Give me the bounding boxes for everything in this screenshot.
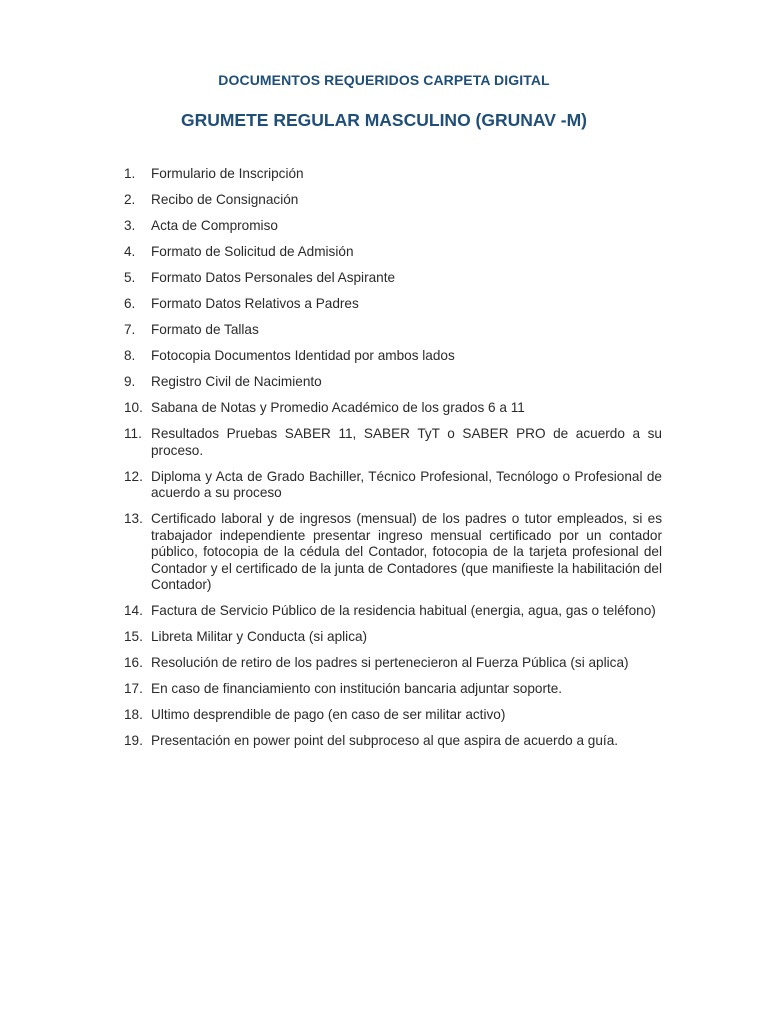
list-item <box>124 469 662 502</box>
item-number: 3. <box>124 218 136 233</box>
list-item <box>124 511 662 594</box>
item-text: Formato de Solicitud de Admisión <box>151 244 354 259</box>
item-text: Sabana de Notas y Promedio Académico de los grados 6 a 11 <box>151 400 525 415</box>
item-number: 6. <box>124 296 136 311</box>
item-text: Presentación en power point del subproceso al que aspira de acuerdo a guía. <box>151 733 619 748</box>
list-item <box>124 426 662 459</box>
item-number: 7. <box>124 322 136 337</box>
list-item <box>124 733 662 750</box>
list-item <box>124 166 662 183</box>
item-number: 1. <box>124 166 136 181</box>
item-number: 19. <box>124 733 143 748</box>
item-text: Libreta Militar y Conducta (si aplica) <box>151 629 368 644</box>
item-number: 11. <box>124 426 142 441</box>
list-item <box>124 629 662 646</box>
item-text: Formato Datos Personales del Aspirante <box>151 270 396 285</box>
item-text: Formato Datos Relativos a Padres <box>151 296 359 311</box>
list-item <box>124 374 662 391</box>
item-number: 15. <box>124 629 143 644</box>
list-item <box>124 603 662 620</box>
item-number: 16. <box>124 655 143 670</box>
requirements-list <box>124 166 662 759</box>
item-text: Recibo de Consignación <box>151 192 299 207</box>
item-text: Formato de Tallas <box>151 322 259 337</box>
list-item <box>124 655 662 672</box>
item-text: Ultimo desprendible de pago (en caso de ser militar activo) <box>151 707 506 722</box>
item-text: Registro Civil de Nacimiento <box>151 374 322 389</box>
item-number: 10. <box>124 400 143 415</box>
item-text: Certificado laboral y de ingresos (mensual) de los padres o tutor empleados, si es trabajador independiente presentar ingreso mensual certificado por un contador público, fotocopia de la cédula del Contador, fotocopia de la tarjeta profesional del Contador y el certificado de la junta de Contadores (que manifieste la habilitación del Contador) <box>151 511 662 592</box>
list-item <box>124 707 662 724</box>
list-item <box>124 192 662 209</box>
list-item <box>124 322 662 339</box>
list-item <box>124 270 662 287</box>
item-number: 12. <box>124 468 143 484</box>
list-item <box>124 348 662 365</box>
document-subtitle: GRUMETE REGULAR MASCULINO (GRUNAV -M) <box>180 110 588 130</box>
list-item <box>124 218 662 235</box>
item-number: 13. <box>124 511 143 526</box>
item-text: Fotocopia Documentos Identidad por ambos lados <box>151 348 455 363</box>
document-title: DOCUMENTOS REQUERIDOS CARPETA DIGITAL <box>218 72 550 88</box>
item-number: 5. <box>124 270 136 285</box>
item-number: 4. <box>124 244 136 259</box>
item-text: Acta de Compromiso <box>151 218 278 233</box>
item-text: Formulario de Inscripción <box>151 166 304 181</box>
list-item <box>124 681 662 698</box>
list-item <box>124 296 662 313</box>
item-number: 9. <box>124 374 136 389</box>
item-number: 2. <box>124 192 136 207</box>
list-item <box>124 400 662 417</box>
item-text: Resultados Pruebas SABER 11, SABER TyT o SABER PRO de acuerdo a su proceso. <box>151 426 662 458</box>
item-number: 14. <box>124 603 143 618</box>
list-item <box>124 244 662 261</box>
item-number: 8. <box>124 348 136 363</box>
item-text: Resolución de retiro de los padres si pertenecieron al Fuerza Pública (si aplica) <box>151 655 629 670</box>
item-number: 17. <box>124 681 143 696</box>
item-text: En caso de financiamiento con institución bancaria adjuntar soporte. <box>151 681 563 696</box>
item-number: 18. <box>124 707 143 722</box>
item-text: Diploma y Acta de Grado Bachiller, Técnico Profesional, Tecnólogo o Profesional de acuerdo a su proceso <box>151 468 662 500</box>
item-text: Factura de Servicio Público de la residencia habitual (energia, agua, gas o teléfono) <box>151 603 656 618</box>
